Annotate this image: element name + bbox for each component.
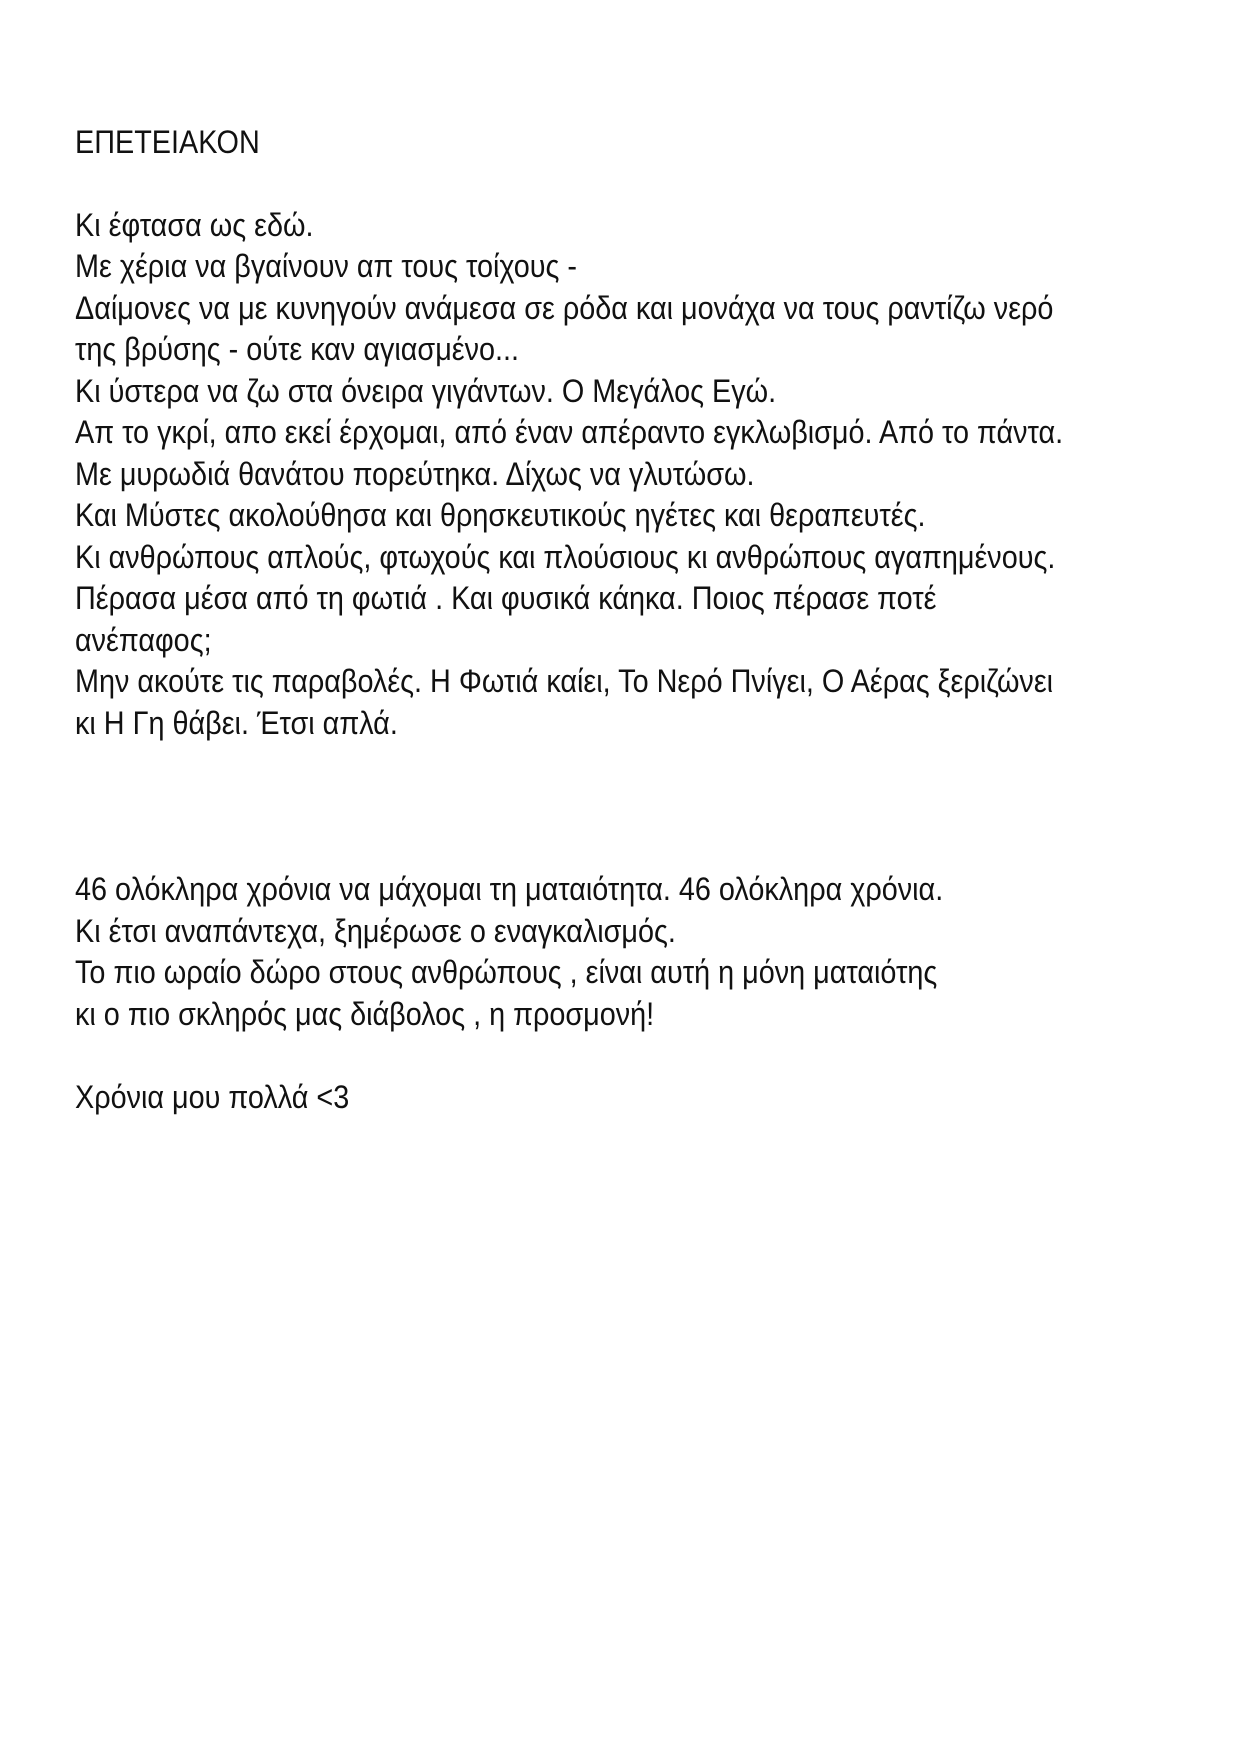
poem-line: Με μυρωδιά θανάτου πορεύτηκα. Δίχως να γλυτώσω. bbox=[75, 455, 755, 492]
closing-line: Χρόνια μου πολλά <3 bbox=[75, 1079, 350, 1115]
document-page bbox=[75, 122, 1083, 1119]
poem-line: Και Μύστες ακολούθησα και θρησκευτικούς ηγέτες και θεραπευτές. bbox=[75, 497, 926, 533]
stanza-spacer bbox=[75, 744, 1083, 869]
poem-line: κι ο πιο σκληρός μας διάβολος , η προσμονή! bbox=[75, 995, 655, 1032]
poem-line: Πέρασα μέσα από τη φωτιά . Και φυσικά κάηκα. Ποιος πέρασε ποτέ bbox=[75, 580, 937, 616]
poem-line: Κι έτσι αναπάντεχα, ξημέρωσε ο εναγκαλισμός. bbox=[75, 912, 676, 949]
poem-line: κι Η Γη θάβει. Έτσι απλά. bbox=[75, 704, 398, 741]
stanza-2 bbox=[75, 869, 1083, 1035]
poem-line: 46 ολόκληρα χρόνια να μάχομαι τη ματαιότητα. 46 ολόκληρα χρόνια. bbox=[75, 871, 944, 907]
poem-line: Απ το γκρί, απο εκεί έρχομαι, από έναν απέραντο εγκλωβισμό. Από το πάντα. bbox=[75, 414, 1064, 450]
poem-line: Δαίμονες να με κυνηγούν ανάμεσα σε ρόδα και μονάχα να τους ραντίζω νερό bbox=[75, 289, 1054, 326]
poem-line: Με χέρια να βγαίνουν απ τους τοίχους - bbox=[75, 248, 577, 284]
stanza-1 bbox=[75, 205, 1083, 745]
closing-spacer bbox=[75, 1035, 1083, 1077]
poem-line: Κι ύστερα να ζω στα όνειρα γιγάντων. Ο Μεγάλος Εγώ. bbox=[75, 372, 777, 409]
poem-title: ΕΠΕΤΕΙΑΚΟΝ bbox=[75, 124, 260, 160]
poem-line: της βρύσης - ούτε καν αγιασμένο... bbox=[75, 331, 520, 367]
poem-line: Κι ανθρώπους απλούς, φτωχούς και πλούσιους κι ανθρώπους αγαπημένους. bbox=[75, 538, 1056, 575]
poem-line: ανέπαφος; bbox=[75, 621, 212, 658]
poem-line: Μην ακούτε τις παραβολές. Η Φωτιά καίει, Το Νερό Πνίγει, Ο Αέρας ξεριζώνει bbox=[75, 663, 1054, 699]
poem-line: Το πιο ωραίο δώρο στους ανθρώπους , είναι αυτή η μόνη ματαιότης bbox=[75, 954, 938, 990]
poem-line: Κι έφτασα ως εδώ. bbox=[75, 206, 314, 243]
